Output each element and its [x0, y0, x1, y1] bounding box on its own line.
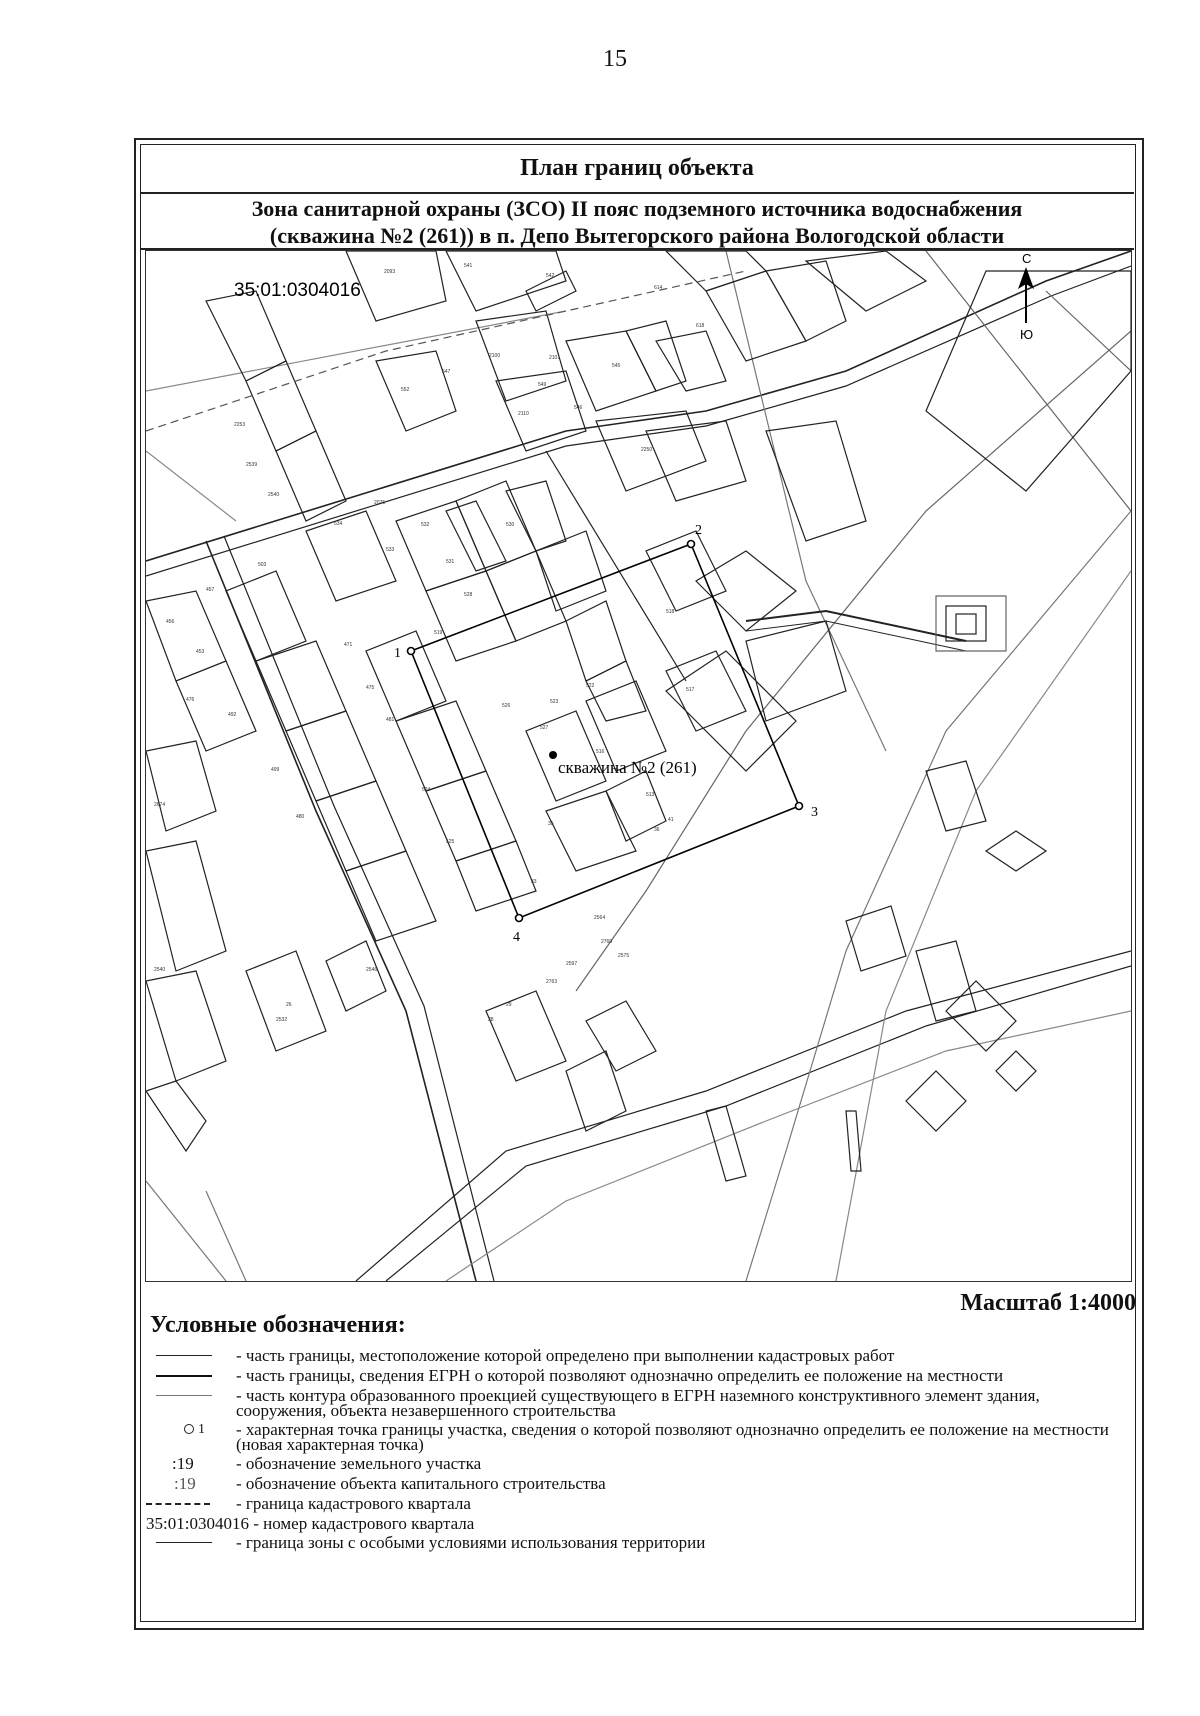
- parcel-label: 542: [546, 273, 555, 279]
- boundary-point-label: 2: [695, 523, 702, 538]
- parcel-label: 33: [531, 879, 537, 885]
- parcel: [246, 951, 326, 1051]
- parcel: [656, 331, 726, 391]
- road-line: [726, 251, 886, 751]
- map-canvas: [146, 251, 1131, 1281]
- boundary-point-marker: [408, 648, 415, 655]
- building-outline: [906, 1071, 966, 1131]
- map-scale: Масштаб 1:4000: [960, 1290, 1136, 1316]
- parcel-label: 2250: [641, 447, 653, 453]
- parcel: [566, 1051, 626, 1131]
- road-line: [926, 251, 1131, 511]
- parcel: [746, 621, 846, 721]
- legend-parcel-symbol: :19: [172, 1454, 194, 1473]
- north-label: С: [1022, 251, 1032, 266]
- parcel-label: 552: [401, 387, 410, 393]
- legend-symbol: [146, 1348, 236, 1364]
- parcel-label: 2093: [384, 269, 396, 275]
- legend-item: [146, 1535, 1131, 1551]
- parcel: [346, 851, 436, 941]
- legend-item: [146, 1516, 1131, 1531]
- parcel-label: 457: [206, 587, 215, 593]
- building-outline: [846, 906, 906, 971]
- parcel: [586, 661, 646, 721]
- parcel: [146, 971, 226, 1081]
- parcel: [306, 511, 396, 601]
- parcel-label: 516: [596, 749, 605, 755]
- parcel: [286, 711, 376, 801]
- legend-text: - обозначение земельного участка: [236, 1454, 482, 1473]
- parcel-label: 546: [574, 405, 583, 411]
- road-line: [206, 541, 476, 1281]
- building-outline: [986, 831, 1046, 871]
- legend: [146, 1348, 1131, 1555]
- legend-building-symbol: :19: [174, 1474, 196, 1493]
- parcel-label: 41: [668, 817, 674, 823]
- parcel-label: 528: [464, 592, 473, 598]
- parcel-label: 2075: [374, 500, 386, 506]
- parcel: [446, 251, 566, 311]
- parcel: [396, 501, 486, 591]
- parcel: [426, 771, 516, 861]
- page-number: 15: [603, 46, 627, 72]
- parcel-label: 2597: [566, 961, 578, 967]
- parcel: [146, 841, 226, 971]
- road-line: [146, 1181, 226, 1281]
- legend-quarter-number: 35:01:0304016: [146, 1514, 249, 1533]
- road-line: [146, 311, 566, 391]
- parcel-label: 525: [446, 839, 455, 845]
- subtitle-row: [140, 194, 1134, 250]
- parcel-label: 453: [196, 649, 205, 655]
- water-intake-facility: [956, 614, 976, 634]
- parcel: [706, 271, 806, 361]
- parcel-label: 2540: [268, 492, 280, 498]
- parcel-label: 26: [286, 1002, 292, 1008]
- water-intake-facility: [946, 606, 986, 641]
- road-line: [546, 451, 686, 681]
- parcel-label: 530: [506, 522, 515, 528]
- parcel: [526, 711, 606, 801]
- legend-item: [146, 1456, 1131, 1472]
- parcel-label: 2674: [154, 802, 166, 808]
- parcel-label: 524: [422, 787, 431, 793]
- parcel-label: 532: [421, 522, 430, 528]
- legend-line-egrn: [156, 1375, 212, 1377]
- legend-line-building-contour: [156, 1395, 212, 1396]
- parcel-label: 2760: [601, 939, 613, 945]
- legend-symbol: [146, 1476, 236, 1492]
- cadastral-quarter-label: 35:01:0304016: [234, 280, 361, 301]
- parcel-label: 2101: [549, 355, 561, 361]
- legend-title: Условные обозначения:: [150, 1312, 406, 1338]
- parcel-label: 2575: [618, 953, 630, 959]
- legend-point-label: 1: [198, 1422, 205, 1437]
- parcel: [396, 701, 486, 791]
- parcel-label: 545: [612, 363, 621, 369]
- parcel-label: 2532: [276, 1017, 288, 1023]
- parcel-label: 527: [540, 725, 549, 731]
- building-outline: [916, 941, 976, 1021]
- parcel-label: 547: [442, 369, 451, 375]
- legend-symbol: [146, 1422, 236, 1438]
- parcel-label: 2763: [546, 979, 558, 985]
- building-outline: [146, 1081, 206, 1151]
- parcel: [146, 591, 226, 681]
- parcel-label: 549: [538, 382, 547, 388]
- legend-item: [146, 1348, 1131, 1364]
- parcel: [506, 481, 566, 551]
- legend-line-zone: [156, 1542, 212, 1543]
- parcel-label: 2253: [234, 422, 246, 428]
- parcel: [666, 651, 746, 731]
- legend-text: - часть границы, сведения ЕГРН о которой позволяют однозначно определить ее положение на местности: [236, 1366, 1004, 1385]
- building-outline: [846, 1111, 861, 1171]
- legend-text: - характерная точка границы участка, сведения о которой позволяют однозначно определить ее положение на местности (новая характерная точка): [236, 1420, 1109, 1454]
- legend-symbol: [146, 1535, 236, 1551]
- legend-text: [146, 1516, 1131, 1531]
- parcel: [486, 991, 566, 1081]
- parcel: [146, 741, 216, 831]
- parcel-label: 29: [506, 1002, 512, 1008]
- legend-item: [146, 1388, 1131, 1418]
- legend-text: - часть контура образованного проекцией существующего в ЕГРН наземного конструктивного элемент здания, сооружения, объекта незавершенного строительства: [236, 1386, 1040, 1420]
- plan-title: План границ объекта: [520, 154, 754, 181]
- parcel-label: 476: [186, 697, 195, 703]
- parcel-label: 35: [548, 821, 554, 827]
- parcel-label: 480: [296, 814, 305, 820]
- parcel: [376, 351, 456, 431]
- legend-point-icon: [184, 1424, 194, 1434]
- north-arrow: [1018, 251, 1034, 342]
- parcel: [766, 421, 866, 541]
- building-outline: [996, 1051, 1036, 1091]
- parcel-label: 2540: [154, 967, 166, 973]
- legend-item: [146, 1496, 1131, 1512]
- plan-subtitle-line1: Зона санитарной охраны (ЗСО) II пояс подземного источника водоснабжения: [251, 196, 1023, 221]
- legend-text: - граница зоны с особыми условиями использования территории: [236, 1533, 706, 1552]
- parcel: [806, 251, 926, 311]
- parcel-label: 503: [258, 562, 267, 568]
- building-outline: [926, 761, 986, 831]
- parcel-label: 534: [334, 521, 343, 527]
- parcel-label: 519: [434, 630, 443, 636]
- legend-line-quarter: [146, 1503, 210, 1505]
- parcel-label: 492: [228, 712, 237, 718]
- railway-line: [836, 571, 1131, 1281]
- parcel-label: 2546: [366, 967, 378, 973]
- parcel-label: 517: [686, 687, 695, 693]
- parcel: [566, 601, 626, 681]
- legend-symbol: [146, 1368, 236, 1384]
- boundary-point-marker: [796, 803, 803, 810]
- parcel-label: 614: [654, 285, 663, 291]
- parcel-label: 513: [646, 792, 655, 798]
- legend-symbol: [146, 1456, 236, 1472]
- boundary-point-label: 4: [513, 930, 520, 945]
- legend-quarter-text: - номер кадастрового квартала: [253, 1514, 475, 1533]
- road-line: [206, 1191, 246, 1281]
- parcel: [456, 841, 536, 911]
- well-label: скважина №2 (261): [558, 758, 697, 777]
- title-row: [140, 144, 1134, 194]
- legend-symbol: [146, 1496, 236, 1512]
- south-label: Ю: [1020, 327, 1034, 342]
- parcel-label: 36: [654, 827, 660, 833]
- parcel-label: 28: [488, 1017, 494, 1023]
- legend-text: - часть границы, местоположение которой определено при выполнении кадастровых работ: [236, 1346, 895, 1365]
- boundary-point-marker: [516, 915, 523, 922]
- parcel: [766, 261, 846, 341]
- building-outline: [706, 1106, 746, 1181]
- parcel-label: 2539: [246, 462, 258, 468]
- parcel-label: 2110: [518, 411, 529, 417]
- parcel: [326, 941, 386, 1011]
- cadastral-map: [145, 250, 1132, 1282]
- parcel-label: 456: [166, 619, 175, 625]
- parcel-label: 475: [366, 685, 375, 691]
- parcel: [276, 431, 346, 521]
- parcel: [666, 251, 766, 291]
- legend-item: [146, 1476, 1131, 1492]
- parcel-label: 526: [502, 703, 511, 709]
- parcel-label: 499: [271, 767, 280, 773]
- boundary-point-label: 1: [394, 646, 401, 661]
- parcel-label: 518: [666, 609, 675, 615]
- parcel: [176, 661, 256, 751]
- well-marker: [549, 751, 557, 759]
- parcel: [566, 331, 656, 411]
- parcel-label: 618: [696, 323, 705, 329]
- parcel-label: 481: [386, 717, 395, 723]
- parcel: [626, 321, 686, 391]
- parcel: [246, 361, 316, 451]
- parcel-label: 2564: [594, 915, 606, 921]
- railway-line: [446, 1011, 1131, 1281]
- plan-subtitle-line2: (скважина №2 (261)) в п. Депо Вытегорского района Вологодской области: [269, 223, 1005, 248]
- legend-item: [146, 1368, 1131, 1384]
- legend-item: [146, 1422, 1131, 1452]
- legend-text: - граница кадастрового квартала: [236, 1494, 471, 1513]
- boundary-point-marker: [688, 541, 695, 548]
- parcel-label: 531: [446, 559, 455, 565]
- parcel-label: 523: [550, 699, 559, 705]
- pipeline-line: [746, 621, 966, 651]
- parcel: [586, 1001, 656, 1071]
- parcel-label: 471: [344, 642, 353, 648]
- boundary-point-label: 3: [811, 805, 818, 820]
- parcel-label: 2100: [489, 353, 501, 359]
- parcel-label: 533: [386, 547, 395, 553]
- parcel-label: 522: [586, 683, 595, 689]
- parcel: [346, 251, 446, 321]
- legend-symbol: [146, 1388, 236, 1404]
- parcel-label: 541: [464, 263, 473, 269]
- parcel: [226, 571, 306, 661]
- road-line: [146, 451, 236, 521]
- legend-line-surveyed: [156, 1355, 212, 1356]
- parcel: [446, 501, 506, 571]
- pipeline-line: [746, 611, 966, 641]
- parcel-labels: [154, 263, 705, 1023]
- road-line: [576, 331, 1131, 991]
- parcel: [256, 641, 346, 731]
- legend-text: - обозначение объекта капитального строительства: [236, 1474, 606, 1493]
